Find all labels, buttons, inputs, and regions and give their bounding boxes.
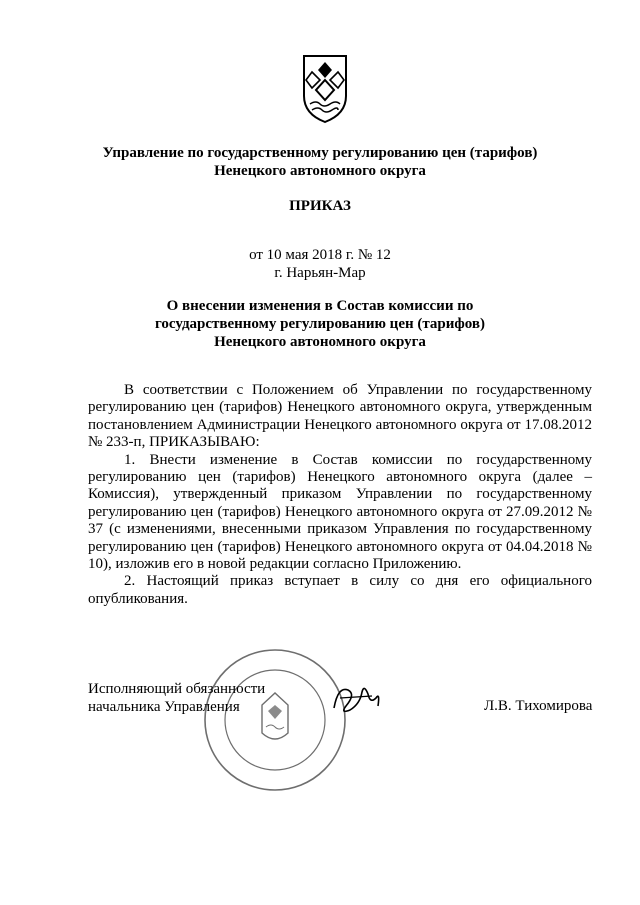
handwritten-signature-icon [330, 680, 382, 718]
signatory-name: Л.В. Тихомирова [484, 698, 593, 714]
subject-line-1: О внесении изменения в Состав комиссии по [166, 298, 474, 314]
paragraph-item-2: 2. Настоящий приказ вступает в силу со дня его официального опубликования. [88, 573, 592, 607]
date-number: от 10 мая 2018 г. № 12 [249, 247, 391, 263]
organization-name [60, 144, 580, 180]
official-seal-icon [200, 645, 350, 795]
position-line-2: начальника Управления [88, 699, 240, 715]
paragraph-preamble: В соответствии с Положением об Управлении по государственному регулированию цен (тарифов) Ненецкого автономного округа, утвержденным постановлением Администрации Ненецкого автономного округа от 17.08.2012 № 233-п, ПРИКАЗЫВАЮ: [88, 382, 592, 451]
document-body [88, 382, 592, 608]
document-subject [60, 297, 580, 351]
document-meta [60, 246, 580, 282]
city: г. Нарьян-Мар [274, 265, 366, 281]
org-line-2: Ненецкого автономного округа [214, 163, 426, 179]
subject-line-3: Ненецкого автономного округа [214, 334, 426, 350]
paragraph-item-1: 1. Внести изменение в Состав комиссии по государственному регулированию цен (тарифов) Ненецкого автономного округа (далее – Комиссия), утвержденный приказом Управлении по государственному регулированию цен (тарифов) Ненецкого автономного округа от 27.09.2012 № 37 (с изменениями, внесенными приказом Управления по государственному регулированию цен (тарифов) Ненецкого автономного округа от 04.04.2018 № 10), изложив его в новой редакции согласно Приложению. [88, 451, 592, 573]
position-line-1: Исполняющий обязанности [88, 681, 266, 697]
document-title: ПРИКАЗ [289, 198, 351, 214]
subject-line-2: государственному регулированию цен (тарифов) [154, 316, 486, 332]
signatory-position [88, 680, 265, 716]
org-line-1: Управление по государственному регулированию цен (тарифов) [102, 145, 538, 161]
coat-of-arms-icon [298, 52, 352, 124]
